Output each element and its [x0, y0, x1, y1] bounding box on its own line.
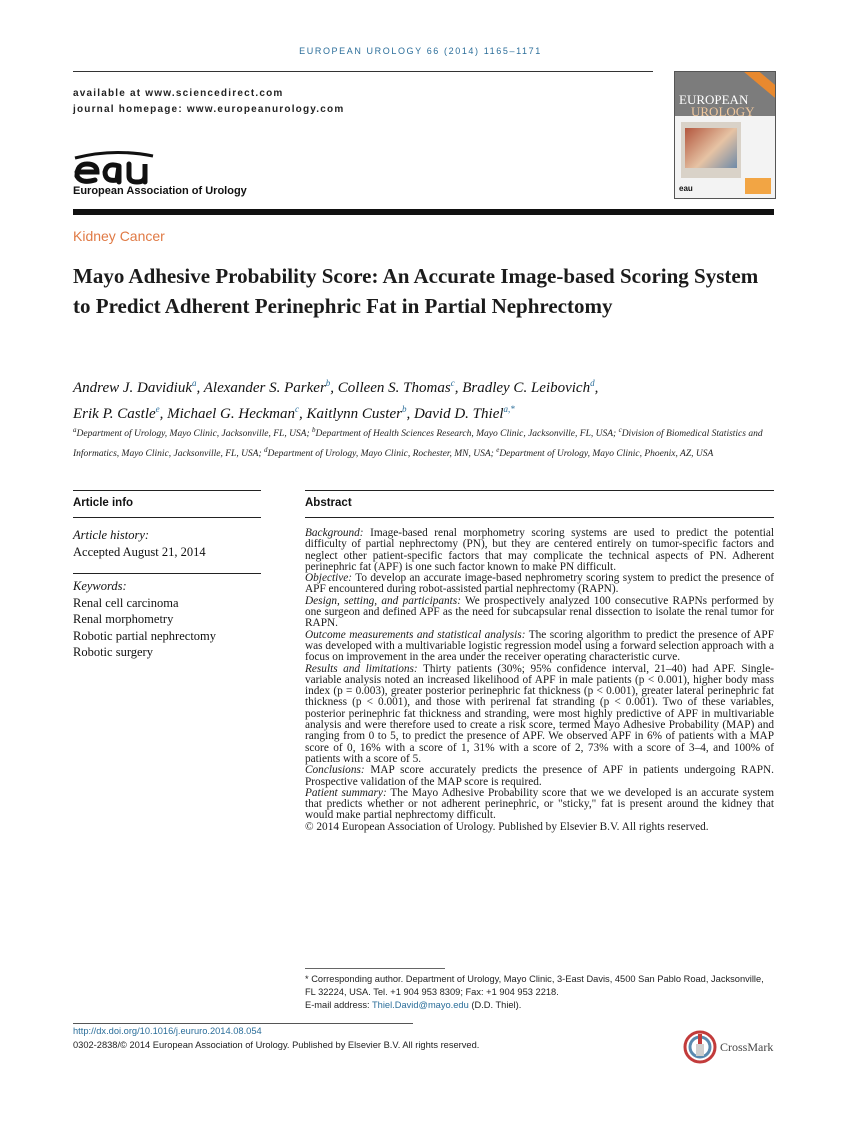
author-sup: a,* — [503, 404, 515, 414]
author: Bradley C. Leibovich — [462, 380, 591, 396]
affil-sup: a — [73, 426, 77, 434]
keywords-block — [73, 578, 273, 661]
cover-title: EUROPEAN — [679, 92, 749, 107]
abstract-label: Results and limitations: — [305, 662, 418, 675]
author-sep: , — [406, 406, 414, 422]
affiliation: Department of Urology, Mayo Clinic, Phoenix, AZ, USA — [499, 449, 714, 460]
cover-subtitle: UROLOGY — [691, 104, 755, 119]
email-suffix: (D.D. Thiel). — [468, 1000, 522, 1010]
abstract-label: Patient summary: — [305, 786, 387, 799]
abstract-objective — [305, 573, 774, 596]
keyword: Robotic partial nephrectomy — [73, 628, 217, 643]
affil-sup: b — [312, 426, 316, 434]
author-sup: c — [295, 404, 300, 414]
abstract-text: We prospectively analyzed 100 consecutive RAPNs performed by one surgeon and defined APF as the need for subcapsular renal dissection to isolate the renal tumor for RAPN. — [305, 594, 774, 630]
keywords-label: Keywords: — [73, 579, 127, 593]
abstract-text: Thirty patients (30%; 95% confidence interval, 21–40) had APF. Single-variable analysis noted an increased likelihood of APF in male patients (p < 0.001), higher body mass index (p = 0.003), greater posterior perinephric fat thickness (p < 0.001), greater lateral perinephric fat thickness (p < 0.001), and those with perirenal fat stranding (p < 0.001). Two of these variables, posterior perinephric fat thickness and stranding, were most highly predictive of APF in multivariable analysis and were therefore used to create a risk score, termed Mayo Adhesive Probability (MAP) and ranging from 0 to 5, to predict the presence of APF. We observed APF in 6% of patients with a MAP score of 0, 16% with a score of 1, 31% with a score of 2, 73% with a score of 3–4, and 100% of patients with a score of 5. — [305, 662, 774, 765]
header-rule — [73, 71, 653, 72]
title-rule — [73, 209, 774, 215]
author-sep: , — [454, 380, 463, 396]
author: Erik P. Castle — [73, 406, 156, 422]
corr-rule — [305, 968, 445, 969]
author: Andrew J. Davidiuk — [73, 380, 192, 396]
email-label: E-mail address: — [305, 1000, 372, 1010]
affiliation: Division of Biomedical Statistics and Informatics, Mayo Clinic, Jacksonville, FL, USA; — [73, 429, 763, 460]
affil-sup: d — [264, 446, 268, 455]
abstract-body — [305, 528, 774, 833]
article-history — [73, 527, 263, 560]
abstract-heading: Abstract — [305, 497, 352, 509]
author-sup: c — [450, 378, 455, 388]
abstract-copyright: © 2014 European Association of Urology. Published by Elsevier B.V. All rights reserved. — [305, 820, 709, 833]
corr-text: * Corresponding author. Department of Urology, Mayo Clinic, 3-East Davis, 4500 San Pablo Road, Jacksonville, FL 32224, USA. Tel. +1 904 953 8309; Fax: +1 904 953 2218. — [305, 974, 764, 997]
affiliation: Department of Health Sciences Research, Mayo Clinic, Jacksonville, FL, USA; — [315, 429, 619, 440]
abstract-text: To develop an accurate image-based nephrometry scoring system to predict the presence of APF encountered during robot-assisted partial nephrectomy (RAPN). — [305, 572, 774, 596]
author-sep: , — [594, 380, 599, 396]
affil-sup: c — [618, 426, 622, 434]
abstract-text: Image-based renal morphometry scoring systems are used to predict the potential difficulty of partial nephrectomy (PN), but they are centered entirely on tumor-specific factors and neglect other patient-specific factors that may complicate the technical aspects of PN. Adherent perinephric fat (APF) is one such factor known to make PN difficult. — [305, 527, 774, 573]
cover-sticker — [745, 178, 771, 194]
abstract-text: The scoring algorithm to predict the presence of APF was developed with a multivariable logistic regression model using a forward selection approach with a focus on improvement in the area under the receiver operating characteristic curve. — [305, 628, 774, 664]
affiliation: Department of Urology, Mayo Clinic, Rochester, MN, USA; — [267, 449, 497, 460]
author: Michael G. Heckman — [167, 406, 296, 422]
email-link[interactable]: Thiel.David@mayo.edu — [372, 1000, 469, 1010]
author-list — [73, 373, 773, 425]
keyword: Renal cell carcinoma — [73, 595, 179, 610]
abstract-results — [305, 664, 774, 766]
crossmark-icon[interactable] — [683, 1030, 717, 1064]
doi-link[interactable]: http://dx.doi.org/10.1016/j.eururo.2014.08.054 — [73, 1026, 262, 1036]
history-label: Article history: — [73, 528, 150, 542]
abstract-text: MAP score accurately predicts the presence of APF in patients undergoing RAPN. Prospective validation of the MAP score is required. — [305, 764, 774, 788]
abstract-label: Conclusions: — [305, 764, 365, 777]
keyword: Robotic surgery — [73, 645, 153, 659]
footer-rule — [73, 1023, 413, 1024]
cover-image — [685, 128, 737, 168]
abstract-top-rule — [305, 490, 774, 491]
corresponding-author — [305, 973, 774, 1012]
author: Alexander S. Parker — [203, 380, 326, 396]
affiliations — [73, 422, 774, 462]
issn-line: 0302-2838/© 2014 European Association of Urology. Published by Elsevier B.V. All rights reserved. — [73, 1040, 480, 1050]
abstract-patient-summary — [305, 788, 774, 822]
corr-email-line — [305, 999, 774, 1012]
article-title: Mayo Adhesive Probability Score: An Accurate Image-based Scoring System to Predict Adherent Perinephric Fat in Partial Nephrectomy — [73, 264, 759, 318]
author-sep: , — [196, 380, 204, 396]
affiliation: Department of Urology, Mayo Clinic, Jacksonville, FL, USA; — [76, 429, 313, 440]
author-sup: a — [192, 378, 197, 388]
author-sup: e — [155, 404, 160, 414]
abstract-conclusions — [305, 765, 774, 788]
journal-citation: EUROPEAN UROLOGY 66 (2014) 1165–1171 — [299, 46, 542, 56]
eau-logo-icon — [73, 150, 163, 186]
author-sup: b — [325, 378, 331, 388]
article-info-top-rule — [73, 490, 261, 491]
journal-cover — [674, 71, 776, 199]
abstract-label: Outcome measurements and statistical analysis: — [305, 628, 526, 641]
accepted-date: Accepted August 21, 2014 — [73, 544, 206, 559]
abstract-design — [305, 596, 774, 630]
abstract-text: The Mayo Adhesive Probability score that we we developed is an accurate system that predicts whether or not adherent perinephric, or "sticky," fat is present around the kidney that would make partial nephrectomy difficult. — [305, 786, 774, 822]
affil-sup: e — [496, 446, 500, 455]
article-info-rule — [73, 517, 261, 518]
association-name: European Association of Urology — [73, 185, 247, 197]
section-label: Kidney Cancer — [73, 228, 165, 244]
author: Colleen S. Thomas — [337, 380, 451, 396]
author: Kaitlynn Custer — [306, 406, 402, 422]
author-sep: , — [299, 406, 307, 422]
keywords-rule — [73, 573, 261, 574]
abstract-rule — [305, 517, 774, 518]
author-sep: , — [330, 380, 338, 396]
author-sup: b — [401, 404, 407, 414]
crossmark-label: CrossMark — [720, 1040, 774, 1054]
sciencedirect-line: available at www.sciencedirect.com — [73, 88, 284, 99]
article-info-heading: Article info — [73, 497, 134, 509]
abstract-background — [305, 528, 774, 573]
abstract-label: Objective: — [305, 572, 353, 585]
keyword: Renal morphometry — [73, 612, 174, 626]
abstract-outcome — [305, 630, 774, 664]
cover-logo: eau — [679, 184, 693, 193]
author-sep: , — [159, 406, 168, 422]
author-sup: d — [590, 378, 595, 388]
abstract-label: Design, setting, and participants: — [305, 594, 461, 607]
journal-homepage-line: journal homepage: www.europeanurology.com — [73, 104, 345, 115]
author: David D. Thiel — [413, 406, 504, 422]
abstract-label: Background: — [305, 527, 364, 539]
